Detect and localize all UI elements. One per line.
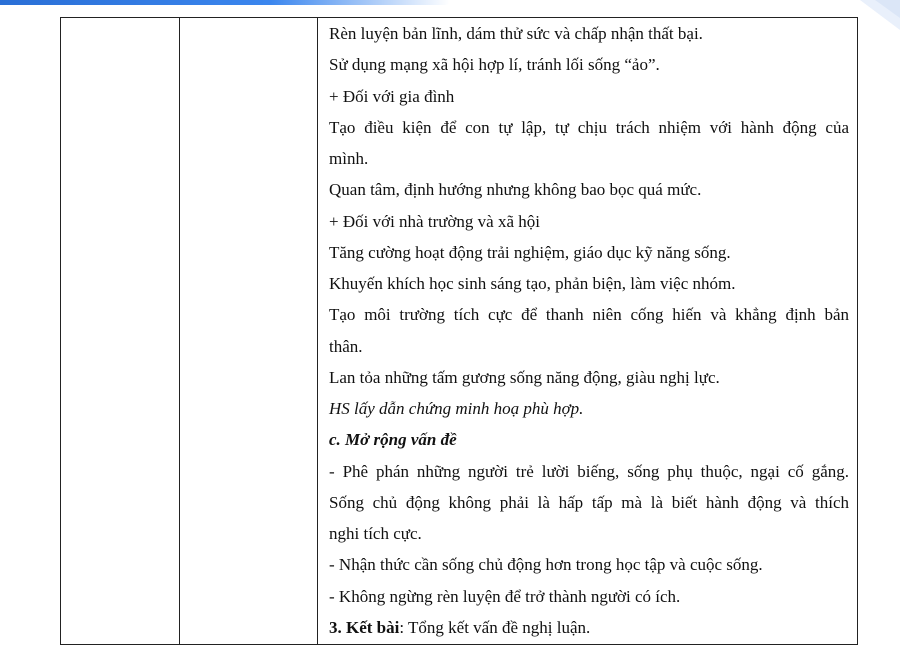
conclusion-text: : Tổng kết vấn đề nghị luận. [399,617,591,637]
text-line: Rèn luyện bản lĩnh, dám thử sức và chấp nhận thất bại. [329,24,703,43]
header-band [0,0,900,14]
conclusion-line [329,612,849,643]
text-line: mình. [329,149,369,168]
text-line: Khuyến khích học sinh sáng tạo, phản biện, làm việc nhóm. [329,274,736,293]
text-line: Tăng cường hoạt động trải nghiệm, giáo dục kỹ năng sống. [329,242,731,262]
text-line: - Phê phán những người trẻ lười biếng, sống phụ thuộc, ngại cố gắng. [329,461,849,481]
text-line: Tạo môi trường tích cực để thanh niên cống hiến và khẳng định bản [329,305,849,325]
text-line: Quan tâm, định hướng nhưng không bao bọc quá mức. [329,180,702,200]
answer-cell [329,18,849,643]
text-line: - Nhận thức cần sống chủ động hơn trong học tập và cuộc sống. [329,555,763,575]
header-accent-bar [0,0,450,5]
text-line: HS lấy dẫn chứng minh hoạ phù hợp. [329,399,584,418]
text-line: + Đối với nhà trường và xã hội [329,211,540,231]
text-line: Lan tỏa những tấm gương sống năng động, giàu nghị lực. [329,367,720,387]
text-line: Sử dụng mạng xã hội hợp lí, tránh lối sống “ảo”. [329,55,660,75]
text-line: Tạo điều kiện để con tự lập, tự chịu trách nhiệm với hành động của [329,117,849,137]
text-line: nghi tích cực. [329,524,422,543]
text-line: Sống chủ động không phải là hấp tấp mà là biết hành động và thích [329,492,849,512]
text-line: thân. [329,336,363,356]
conclusion-label: 3. Kết bài [329,617,400,637]
section-heading: c. Mở rộng vấn đề [329,430,457,450]
text-line: - Không ngừng rèn luyện để trở thành người có ích. [329,586,681,606]
column-divider-2 [317,18,318,644]
column-divider-1 [179,18,180,644]
text-line: + Đối với gia đình [329,86,455,106]
content-table [60,17,858,645]
